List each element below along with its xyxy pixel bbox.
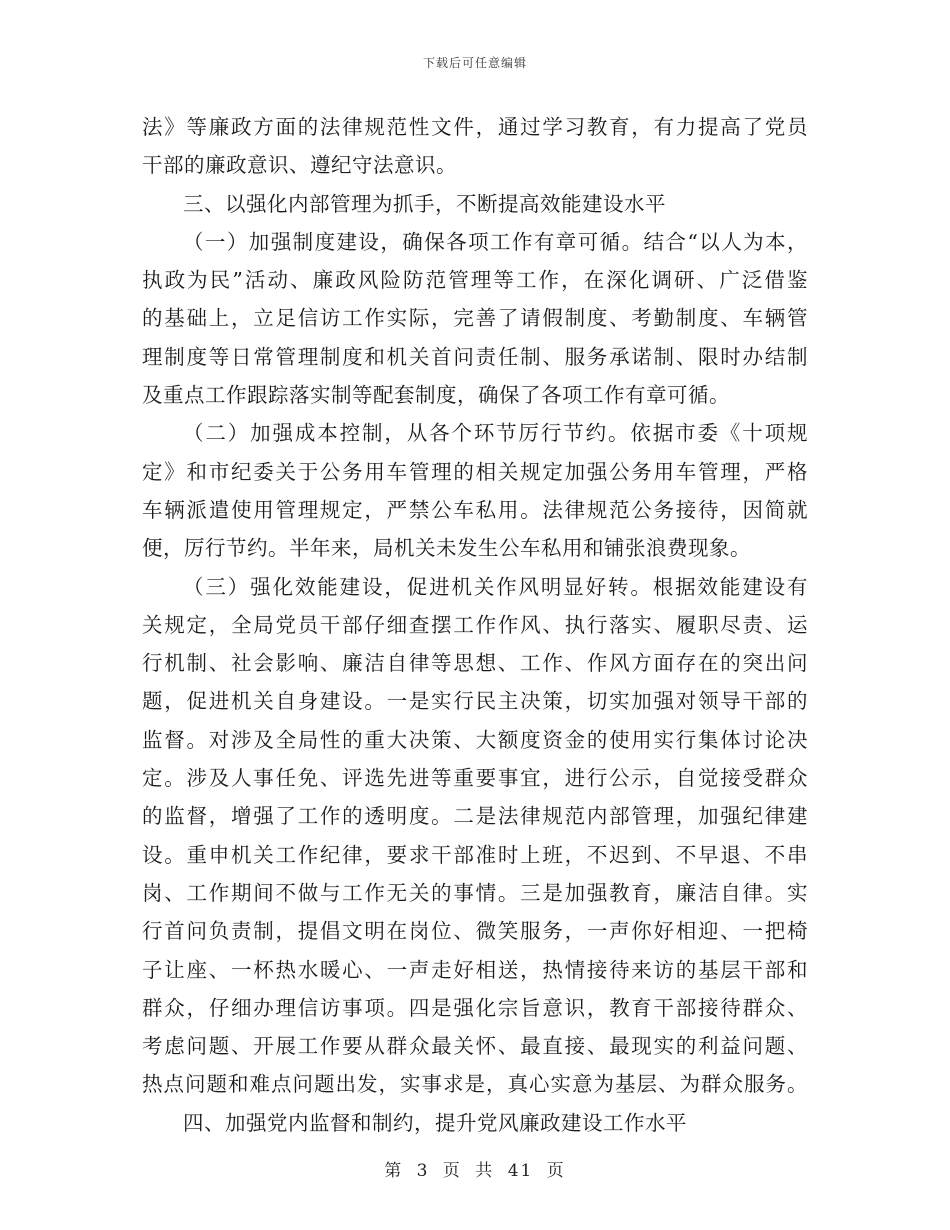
text-line: （二）加强成本控制，从各个环节厉行节约。依据市委《十项规: [183, 421, 808, 446]
text-line: 行首问负责制，提倡文明在岗位、微笑服务，一声你好相迎、一把椅: [142, 919, 808, 944]
text-line: 考虑问题、开展工作要从群众最关怀、最直接、最现实的利益问题、: [142, 1034, 808, 1059]
text-line: 理制度等日常管理制度和机关首问责任制、服务承诺制、限时办结制: [142, 344, 808, 369]
text-line: 执政为民”活动、廉政风险防范管理等工作，在深化调研、广泛借鉴: [142, 268, 808, 293]
text-line: 题，促进机关自身建设。一是实行民主决策，切实加强对领导干部的: [142, 689, 808, 714]
text-line: 四、加强党内监督和制约，提升党风廉政建设工作水平: [183, 1110, 687, 1135]
text-line: 子让座、一杯热水暖心、一声走好相送，热情接待来访的基层干部和: [142, 957, 808, 982]
text-line: 设。重申机关工作纪律，要求干部准时上班，不迟到、不早退、不串: [142, 842, 808, 867]
text-line: 关规定，全局党员干部仔细查摆工作作风、执行落实、履职尽责、运: [142, 612, 808, 637]
text-line: 车辆派遣使用管理规定，严禁公车私用。法律规范公务接待，因简就: [142, 497, 808, 522]
text-line: 干部的廉政意识、遵纪守法意识。: [142, 153, 457, 178]
text-line: （一）加强制度建设，确保各项工作有章可循。结合“以人为本，: [183, 229, 808, 254]
text-line: 监督。对涉及全局性的重大决策、大额度资金的使用实行集体讨论决: [142, 727, 808, 752]
text-line: 法》等廉政方面的法律规范性文件，通过学习教育，有力提高了党员: [142, 115, 808, 139]
text-line: 热点问题和难点问题出发，实事求是，真心实意为基层、为群众服务。: [142, 1072, 808, 1097]
page-footer: 第 3 页 共 41 页: [384, 1161, 566, 1181]
text-line: 三、以强化内部管理为抓手，不断提高效能建设水平: [183, 191, 666, 216]
page-header: 下载后可任意编辑: [422, 56, 527, 70]
text-line: 定》和市纪委关于公务用车管理的相关规定加强公务用车管理，严格: [142, 459, 808, 484]
document-body: [142, 108, 808, 1142]
text-line: 定。涉及人事任免、评选先进等重要事宜，进行公示，自觉接受群众: [142, 766, 808, 791]
text-line: 群众，仔细办理信访事项。四是强化宗旨意识，教育干部接待群众、: [142, 995, 808, 1020]
text-line: 便，厉行节约。半年来，局机关未发生公车私用和铺张浪费现象。: [142, 536, 751, 561]
text-line: （三）强化效能建设，促进机关作风明显好转。根据效能建设有: [183, 574, 808, 599]
text-line: 行机制、社会影响、廉洁自律等思想、工作、作风方面存在的突出问: [142, 651, 808, 676]
text-line: 岗、工作期间不做与工作无关的事情。三是加强教育，廉洁自律。实: [142, 880, 808, 905]
text-line: 的基础上，立足信访工作实际，完善了请假制度、考勤制度、车辆管: [142, 306, 808, 331]
text-line: 及重点工作跟踪落实制等配套制度，确保了各项工作有章可循。: [142, 383, 730, 408]
text-line: 的监督，增强了工作的透明度。二是法律规范内部管理，加强纪律建: [142, 804, 808, 829]
